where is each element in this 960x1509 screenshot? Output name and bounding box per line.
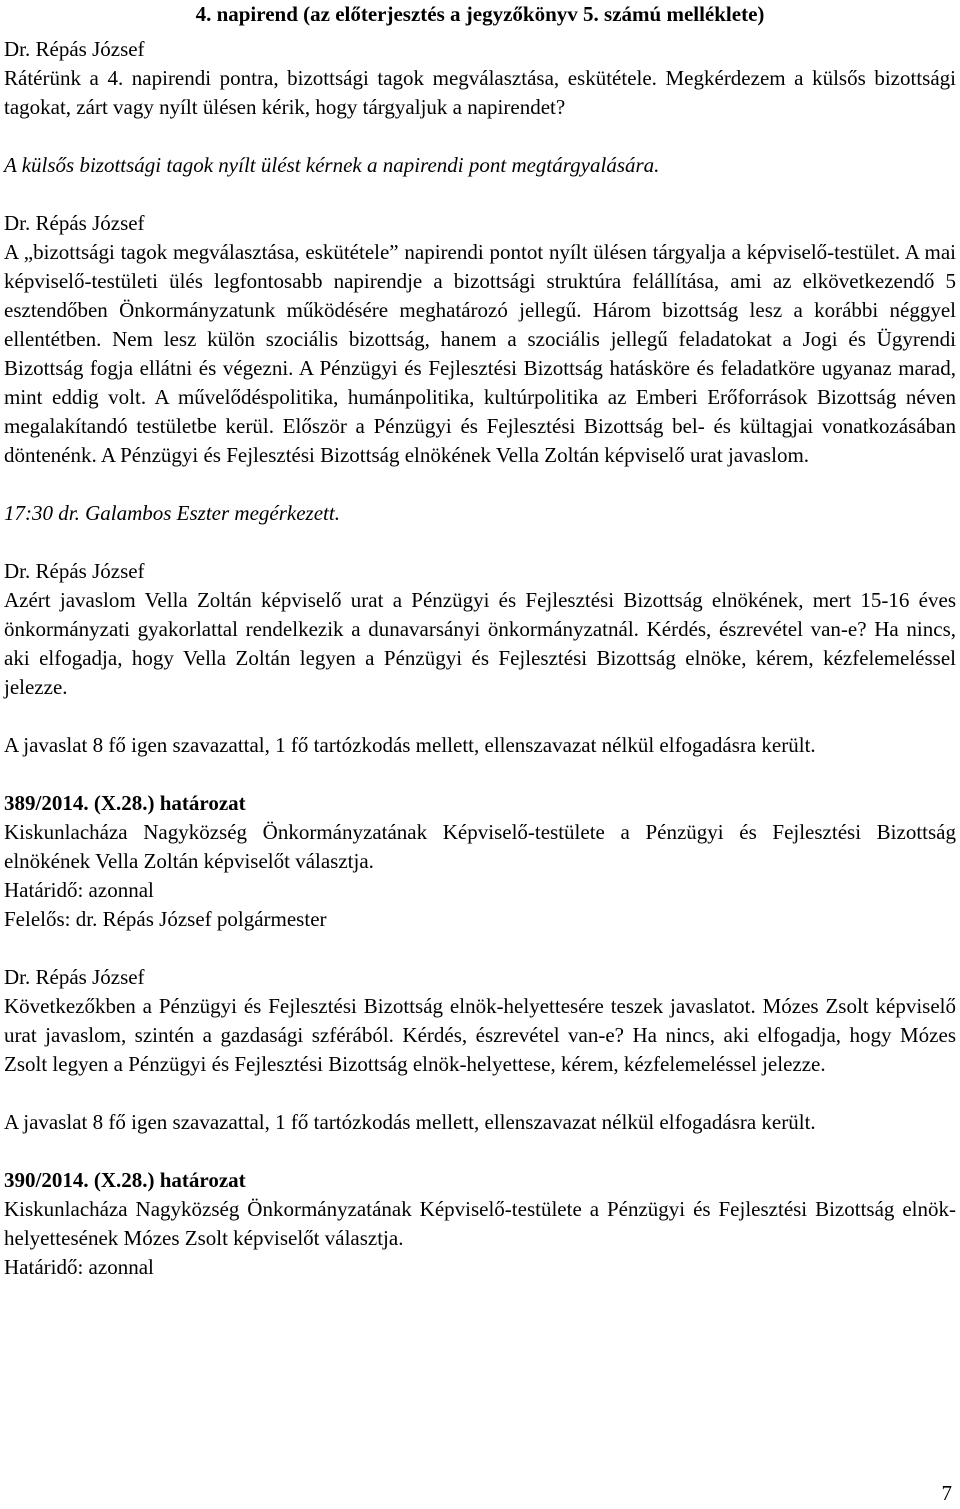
vote-result-block bbox=[4, 1108, 956, 1137]
speaker-name: Dr. Répás József bbox=[4, 211, 145, 235]
vote-result-block bbox=[4, 731, 956, 760]
vote-result-text: A javaslat 8 fő igen szavazattal, 1 fő tartózkodás mellett, ellenszavazat nélkül elfogadásra került. bbox=[4, 733, 816, 757]
resolution-deadline: Határidő: azonnal bbox=[4, 878, 154, 902]
resolution-deadline: Határidő: azonnal bbox=[4, 1255, 154, 1279]
resolution-text: Kiskunlacháza Nagyközség Önkormányzatának Képviselő-testülete a Pénzügyi és Fejlesztési Bizottság elnökének Vella Zoltán képviselőt választja. bbox=[4, 820, 956, 873]
agenda-heading-text: 4. napirend (az előterjesztés a jegyzőkönyv 5. számú melléklete) bbox=[195, 2, 765, 26]
italic-note: 17:30 dr. Galambos Eszter megérkezett. bbox=[4, 501, 340, 525]
speech-block bbox=[4, 963, 956, 1079]
speech-block bbox=[4, 35, 956, 122]
agenda-heading bbox=[4, 0, 956, 29]
resolution-block bbox=[4, 789, 956, 934]
speech-text: Következőkben a Pénzügyi és Fejlesztési Bizottság elnök-helyettesére teszek javaslatot. Mózes Zsolt képviselő urat javaslom, szintén a gazdasági szférából. Kérdés, észrevétel van-e? Ha nincs, aki elfogadja, hogy Mózes Zsolt legyen a Pénzügyi és Fejlesztési Bizottság elnök-helyettese, kérem, kézfelemeléssel jelezze. bbox=[4, 994, 956, 1076]
speech-block bbox=[4, 557, 956, 702]
speaker-name: Dr. Répás József bbox=[4, 37, 145, 61]
resolution-text: Kiskunlacháza Nagyközség Önkormányzatának Képviselő-testülete a Pénzügyi és Fejlesztési Bizottság elnök-helyettesének Mózes Zsolt képviselőt választja. bbox=[4, 1197, 956, 1250]
resolution-responsible: Felelős: dr. Répás József polgármester bbox=[4, 907, 327, 931]
speech-block bbox=[4, 209, 956, 470]
resolution-block bbox=[4, 1166, 956, 1282]
speech-text: Azért javaslom Vella Zoltán képviselő urat a Pénzügyi és Fejlesztési Bizottság elnökének, mert 15-16 éves önkormányzati gyakorlattal rendelkezik a dunavarsányi önkormányzatnál. Kérdés, észrevétel van-e? Ha nincs, aki elfogadja, hogy Vella Zoltán legyen a Pénzügyi és Fejlesztési Bizottság elnöke, kérem, kézfelemeléssel jelezze. bbox=[4, 588, 956, 699]
speaker-name: Dr. Répás József bbox=[4, 965, 145, 989]
italic-note: A külsős bizottsági tagok nyílt ülést kérnek a napirendi pont megtárgyalására. bbox=[4, 153, 660, 177]
note-block bbox=[4, 499, 956, 528]
page-content bbox=[4, 0, 956, 1311]
page-number: 7 bbox=[941, 1481, 952, 1505]
note-block bbox=[4, 151, 956, 180]
vote-result-text: A javaslat 8 fő igen szavazattal, 1 fő tartózkodás mellett, ellenszavazat nélkül elfogadásra került. bbox=[4, 1110, 816, 1134]
speech-text: A „bizottsági tagok megválasztása, eskütétele” napirendi pontot nyílt ülésen tárgyalja a képviselő-testület. A mai képviselő-testületi ülés legfontosabb napirendje a bizottsági struktúra felállítása, ami az elkövetkezendő 5 esztendőben Önkormányzatunk működésére meghatározó jellegű. Három bizottság lesz a korábbi néggyel ellentétben. Nem lesz külön szociális bizottság, hanem a szociális jellegű feladatokat a Jogi és Ügyrendi Bizottság fogja ellátni és végezni. A Pénzügyi és Fejlesztési Bizottság hatásköre és feladatköre ugyanaz marad, mint eddig volt. A művelődéspolitika, humánpolitika, kultúrpolitika az Emberi Erőforrások Bizottság néven megalakítandó testületbe kerül. Először a Pénzügyi és Fejlesztési Bizottság bel- és kültagjai vonatkozásában döntenénk. A Pénzügyi és Fejlesztési Bizottság elnökének Vella Zoltán képviselő urat javaslom. bbox=[4, 240, 956, 467]
resolution-title: 390/2014. (X.28.) határozat bbox=[4, 1168, 246, 1192]
speaker-name: Dr. Répás József bbox=[4, 559, 145, 583]
speech-text: Rátérünk a 4. napirendi pontra, bizottsági tagok megválasztása, eskütétele. Megkérdezem a külsős bizottsági tagokat, zárt vagy nyílt ülésen kérik, hogy tárgyaljuk a napirendet? bbox=[4, 66, 956, 119]
resolution-title: 389/2014. (X.28.) határozat bbox=[4, 791, 246, 815]
